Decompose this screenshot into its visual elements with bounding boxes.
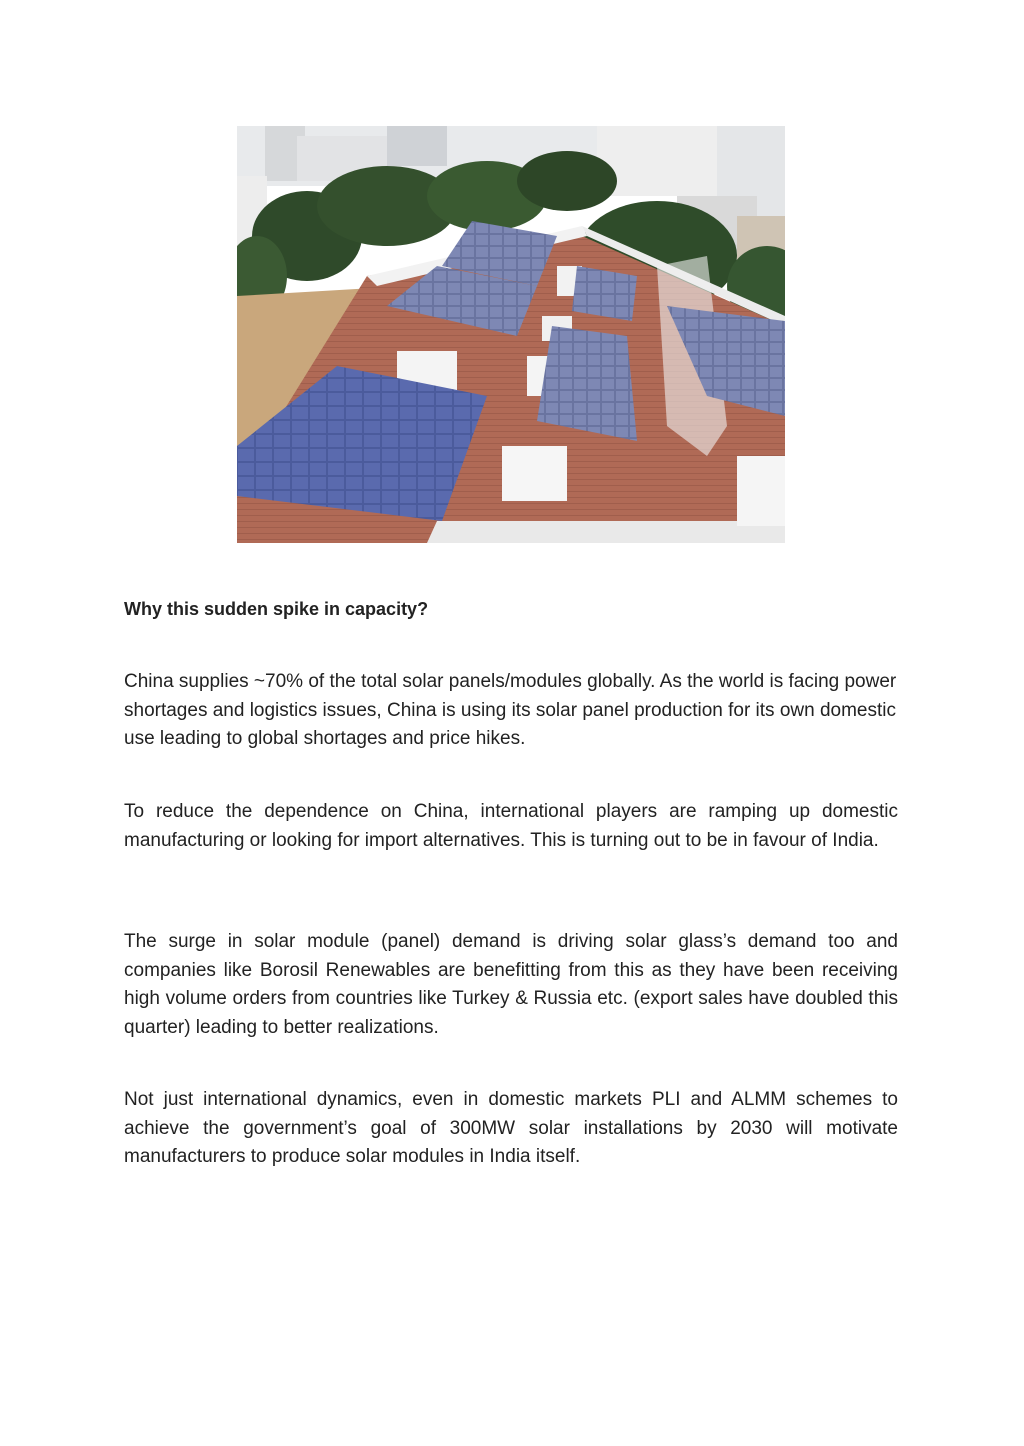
- rooftop-solar-panels-photo: [237, 126, 785, 543]
- section-heading: Why this sudden spike in capacity?: [124, 599, 429, 619]
- paragraph-domestic-schemes: Not just international dynamics, even in domestic markets PLI and ALMM schemes to achieve the government’s goal of 300MW solar installations by 2030 will motivate manufacturers to produce solar modules in India itself.: [124, 1089, 898, 1167]
- paragraph-reduce-dependence: To reduce the dependence on China, international players are ramping up domestic manufacturing or looking for import alternatives. This is turning out to be in favour of India.: [124, 801, 898, 851]
- paragraph-china-supply: China supplies ~70% of the total solar panels/modules globally. As the world is facing power shortages and logistics issues, China is using its solar panel production for its own domestic use leading to global shortages and price hikes.: [124, 671, 897, 749]
- paragraph-solar-glass-demand: The surge in solar module (panel) demand is driving solar glass’s demand too and companies like Borosil Renewables are benefitting from this as they have been receiving high volume orders from countries like Turkey & Russia etc. (export sales have doubled this quarter) leading to better realizations.: [124, 931, 898, 1038]
